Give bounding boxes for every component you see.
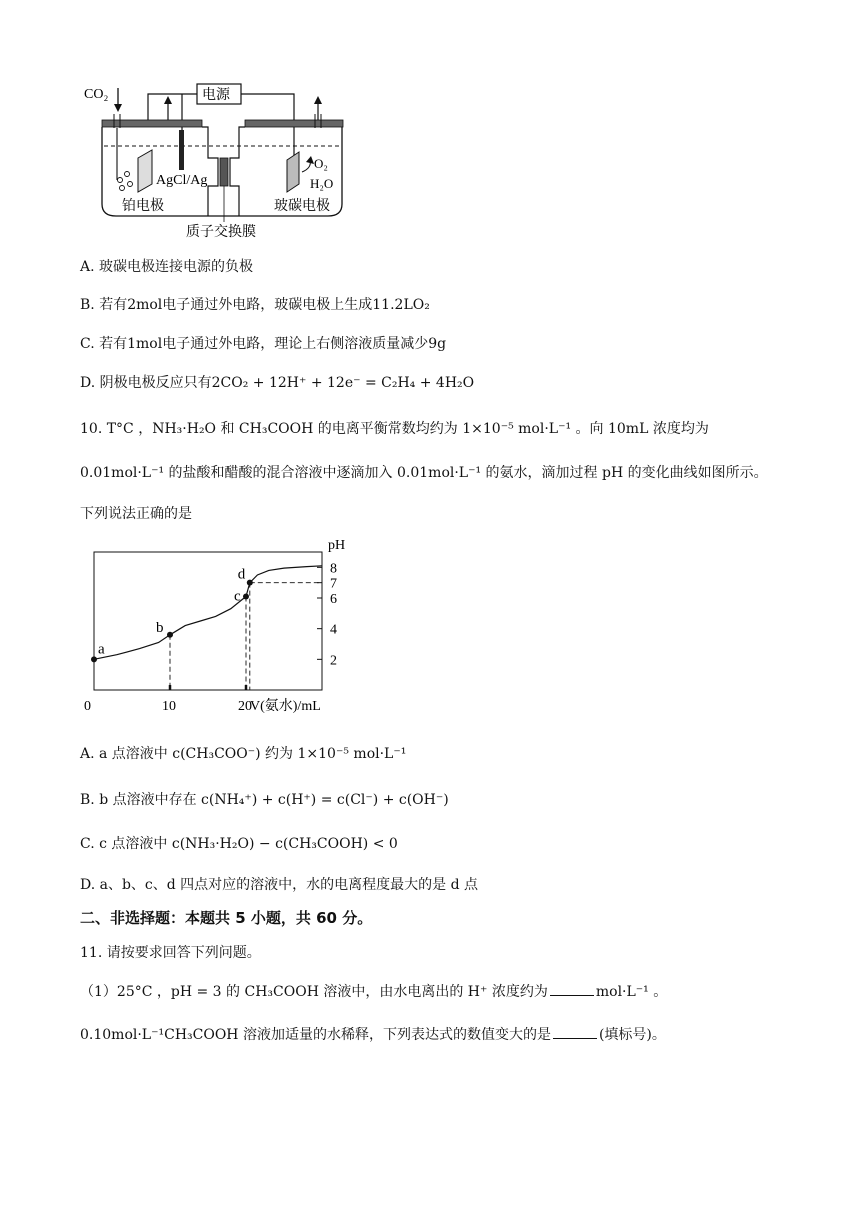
point-d [247,580,253,586]
pt-electrode-label: 铂电极 [122,199,164,214]
point-label-b: b [156,619,164,636]
point-c [243,593,249,599]
q11-stem: 11. 请按要求回答下列问题。 [80,945,261,961]
q9-option-b: B. 若有2mol电子通过外电路，玻碳电极上生成11.2LO₂ [80,297,430,313]
x-tick-label: 10 [162,699,176,714]
q9-option-d: D. 阴极电极反应只有2CO₂ + 12H⁺ + 12e⁻ = C₂H₄ + 4H₂O [80,375,475,391]
q11-part1b-blank[interactable] [553,1037,597,1039]
h2o-label: H₂O [310,176,334,191]
x-axis-label: V(氨水)/mL [250,699,321,714]
q10-stem-line3: 下列说法正确的是 [80,506,192,522]
agcl-ag-electrode [179,130,184,170]
y-tick-label: 4 [330,622,337,638]
o2-label: O₂ [314,156,328,171]
y-tick-label: 2 [330,653,337,669]
q10-option-a: A. a 点溶液中 c(CH₃COO⁻) 约为 1×10⁻⁵ mol·L⁻¹ [80,746,407,762]
x-tick-label: 0 [84,699,91,714]
y-axis-label: pH [328,538,346,553]
point-b [167,632,173,638]
membrane-label: 质子交换膜 [186,225,256,240]
q10-option-c: C. c 点溶液中 c(NH₃·H₂O) − c(CH₃COOH) < 0 [80,836,398,852]
q11-part1b-line [80,1024,666,1044]
glassy-carbon-electrode [287,152,299,192]
proton-exchange-membrane [220,158,228,186]
q11-part1-unit: mol·L⁻¹ 。 [595,984,668,1000]
point-label-d: d [237,566,246,583]
q11-part1-text: （1）25°C ，pH = 3 的 CH₃COOH 溶液中，由水电离出的 H⁺ 浓度约为 [80,984,548,1000]
gc-electrode-label: 玻碳电极 [274,199,330,214]
point-label-c: c [234,588,241,605]
y-tick-label: 7 [330,576,337,592]
q10-stem-line1: 10. T°C ，NH₃·H₂O 和 CH₃COOH 的电离平衡常数均约为 1×10⁻⁵ mol·L⁻¹ 。向 10mL 浓度均为 [80,421,709,437]
chart-frame [94,552,322,690]
q10-option-d: D. a、b、c、d 四点对应的溶液中，水的电离程度最大的是 d 点 [80,877,479,893]
platinum-electrode [138,150,152,192]
q11-part1-blank[interactable] [550,994,594,996]
x-tick-label: 20 [238,699,252,714]
q11-part1b-text: 0.10mol·L⁻¹CH₃COOH 溶液加适量的水稀释，下列表达式的数值变大的是 [80,1027,551,1043]
section-heading: 二、非选择题：本题共 5 小题，共 60 分。 [80,909,373,927]
q11-part1-line [80,981,667,1001]
titration-chart [80,536,360,718]
q10-stem-line2: 0.01mol·L⁻¹ 的盐酸和醋酸的混合溶液中逐滴加入 0.01mol·L⁻¹ 的氨水，滴加过程 pH 的变化曲线如图所示。 [80,465,768,481]
ph-curve [94,566,322,660]
point-a [91,656,97,662]
q9-option-a: A. 玻碳电极连接电源的负极 [80,259,254,275]
q9-option-c: C. 若有1mol电子通过外电路，理论上右侧溶液质量减少9g [80,336,447,352]
q10-option-b: B. b 点溶液中存在 c(NH₄⁺) + c(H⁺) = c(Cl⁻) + c(OH⁻) [80,792,449,808]
agcl-ag-label: AgCl/Ag [156,173,208,188]
y-tick-label: 8 [330,561,337,577]
point-label-a: a [98,641,105,658]
y-tick-label: 6 [330,592,337,607]
power-source-label: 电源 [202,88,230,103]
electrolysis-cell-diagram [80,80,370,242]
q11-part1b-post: (填标号)。 [598,1027,666,1043]
co2-label: CO₂ [84,87,109,102]
